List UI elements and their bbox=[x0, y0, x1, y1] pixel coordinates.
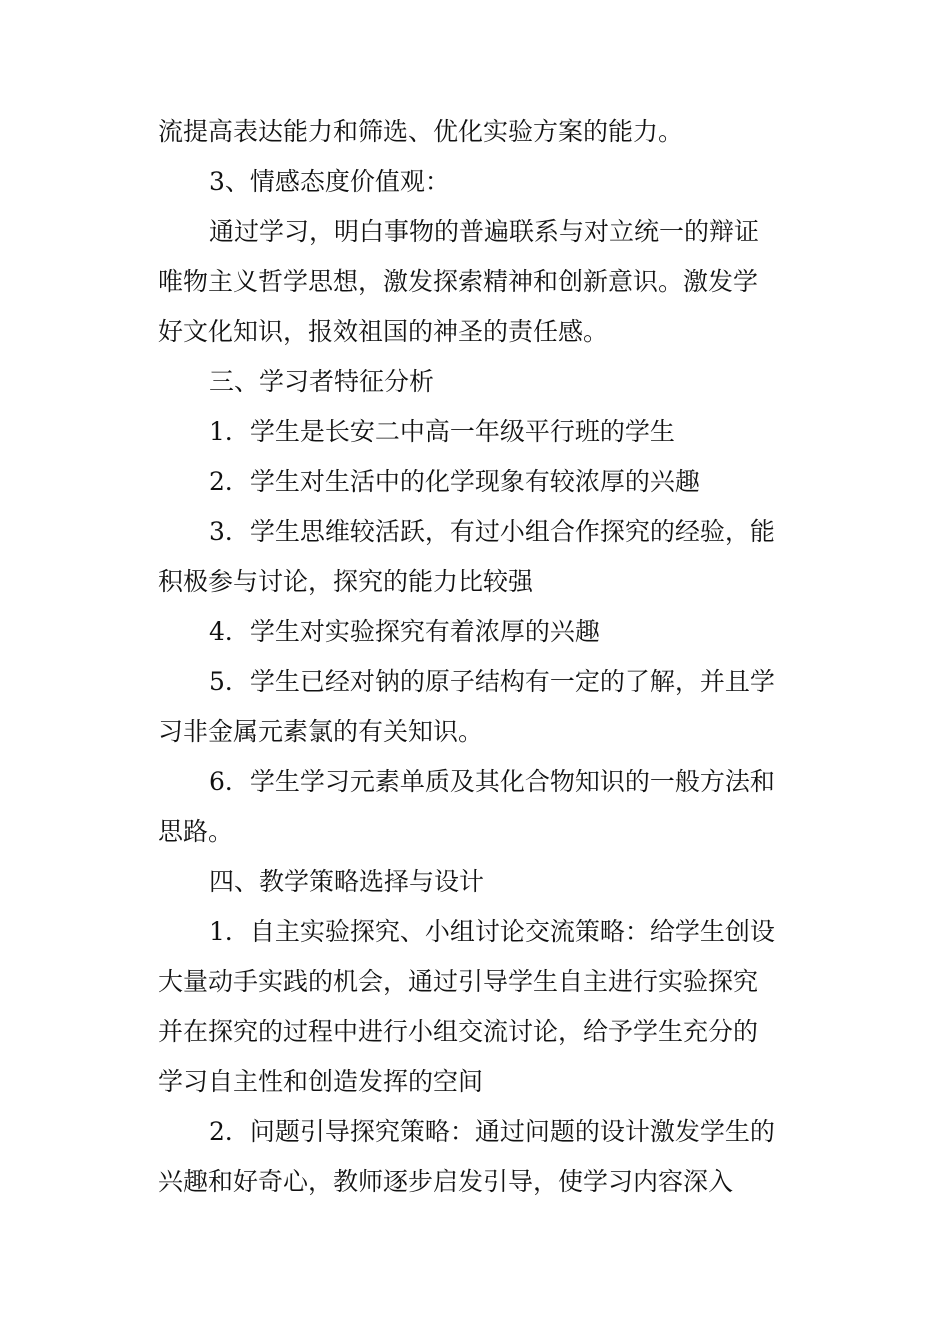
text-line: 好文化知识，报效祖国的神圣的责任感。 bbox=[158, 317, 609, 346]
text-line: 通过学习，明白事物的普遍联系与对立统一的辩证 bbox=[209, 217, 760, 246]
text-line: 积极参与讨论，探究的能力比较强 bbox=[158, 567, 534, 596]
list-item: 5．学生已经对钠的原子结构有一定的了解，并且学 bbox=[209, 667, 775, 696]
list-item: 2．问题引导探究策略：通过问题的设计激发学生的 bbox=[209, 1117, 775, 1146]
text-line: 并在探究的过程中进行小组交流讨论，给予学生充分的 bbox=[158, 1017, 759, 1046]
text-line: 流提高表达能力和筛选、优化实验方案的能力。 bbox=[158, 117, 684, 146]
section-heading: 3、情感态度价值观： bbox=[209, 167, 450, 196]
text-line: 思路。 bbox=[158, 817, 234, 846]
text-line: 唯物主义哲学思想，激发探索精神和创新意识。激发学 bbox=[158, 267, 759, 296]
section-heading: 三、学习者特征分析 bbox=[209, 367, 435, 396]
list-item: 3．学生思维较活跃，有过小组合作探究的经验，能 bbox=[209, 517, 775, 546]
list-item: 4．学生对实验探究有着浓厚的兴趣 bbox=[209, 617, 600, 646]
text-line: 大量动手实践的机会，通过引导学生自主进行实验探究 bbox=[158, 967, 759, 996]
text-line: 习非金属元素氯的有关知识。 bbox=[158, 717, 484, 746]
text-line: 兴趣和好奇心，教师逐步启发引导，使学习内容深入 bbox=[158, 1167, 734, 1196]
list-item: 6．学生学习元素单质及其化合物知识的一般方法和 bbox=[209, 767, 775, 796]
document-body bbox=[158, 107, 788, 1207]
list-item: 1．自主实验探究、小组讨论交流策略：给学生创设 bbox=[209, 917, 775, 946]
section-heading: 四、教学策略选择与设计 bbox=[209, 867, 485, 896]
text-line: 学习自主性和创造发挥的空间 bbox=[158, 1067, 484, 1096]
list-item: 1．学生是长安二中高一年级平行班的学生 bbox=[209, 417, 675, 446]
list-item: 2．学生对生活中的化学现象有较浓厚的兴趣 bbox=[209, 467, 700, 496]
